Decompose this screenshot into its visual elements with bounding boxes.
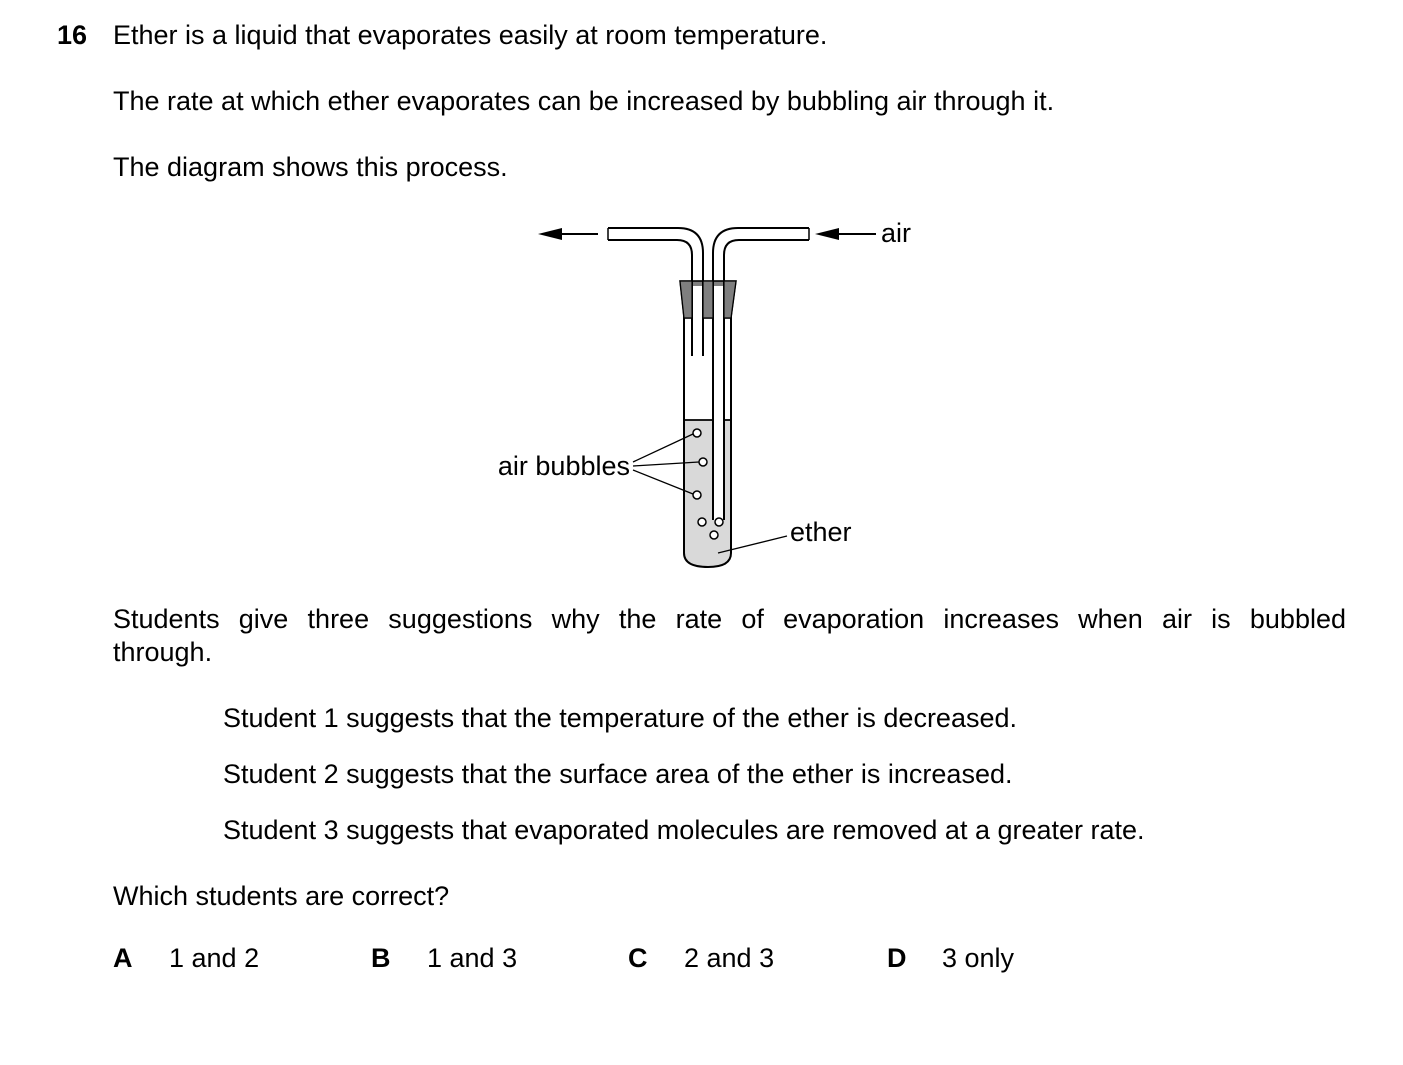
- option-a-text[interactable]: 1 and 2: [169, 943, 260, 973]
- air-bubbles-label: air bubbles: [497, 451, 630, 481]
- bung-overlay: [680, 281, 736, 318]
- intro-line-1: Ether is a liquid that evaporates easily at room temperature.: [113, 20, 828, 50]
- option-a-letter[interactable]: A: [113, 943, 133, 973]
- intro-line-3: The diagram shows this process.: [113, 152, 508, 182]
- question-number: 16: [57, 20, 88, 50]
- option-c-text[interactable]: 2 and 3: [684, 943, 775, 973]
- students-intro-line-2: through.: [113, 637, 213, 667]
- suggestion-student-3: Student 3 suggests that evaporated molecules are removed at a greater rate.: [223, 815, 1145, 845]
- option-d-text[interactable]: 3 only: [942, 943, 1015, 973]
- air-label: air: [881, 218, 912, 248]
- outflow-arrow-icon: [538, 228, 598, 240]
- suggestion-student-1: Student 1 suggests that the temperature of the ether is decreased.: [223, 703, 1017, 733]
- students-intro-line-1: Students give three suggestions why the rate of evaporation increases when air is bubbled: [113, 604, 1346, 634]
- question-prompt: Which students are correct?: [113, 881, 450, 911]
- ether-label: ether: [790, 517, 852, 547]
- option-d-letter[interactable]: D: [887, 943, 907, 973]
- intro-line-2: The rate at which ether evaporates can be increased by bubbling air through it.: [113, 86, 1055, 116]
- option-b-text[interactable]: 1 and 3: [427, 943, 518, 973]
- option-c-letter[interactable]: C: [628, 943, 648, 973]
- suggestion-student-2: Student 2 suggests that the surface area of the ether is increased.: [223, 759, 1013, 789]
- option-b-letter[interactable]: B: [371, 943, 391, 973]
- inflow-arrow-icon: [815, 228, 876, 240]
